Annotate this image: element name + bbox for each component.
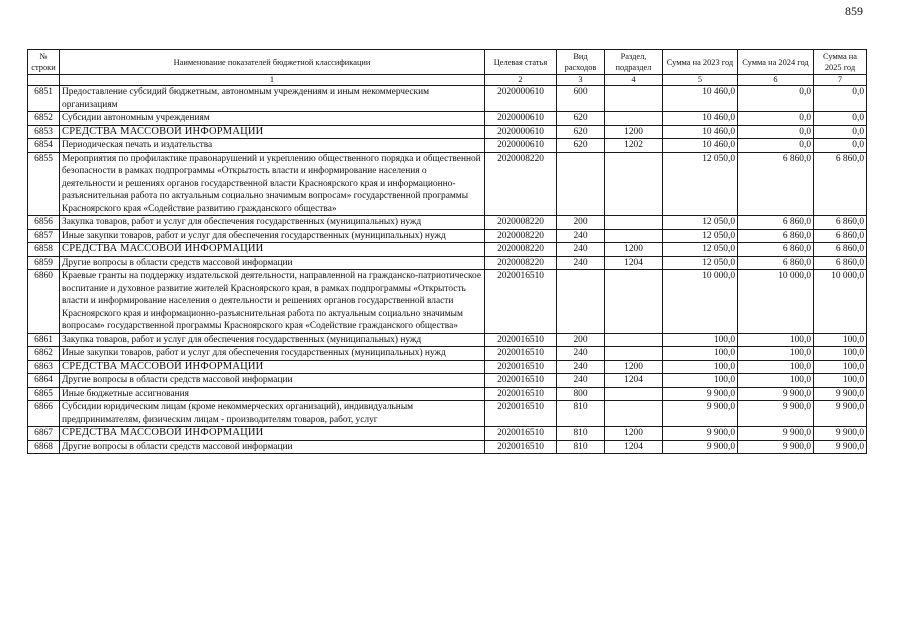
row-number: 6865 — [28, 387, 60, 401]
row-number: 6859 — [28, 256, 60, 270]
row-sum-2025: 6 860,0 — [814, 216, 867, 230]
row-number: 6864 — [28, 374, 60, 388]
row-sum-2025: 100,0 — [814, 360, 867, 374]
row-number: 6862 — [28, 347, 60, 361]
row-section — [605, 270, 663, 334]
row-name: Закупка товаров, работ и услуг для обеспечения государственных (муниципальных) нужд — [60, 333, 485, 347]
table-row — [28, 243, 867, 257]
row-name: СРЕДСТВА МАССОВОЙ ИНФОРМАЦИИ — [60, 125, 485, 139]
row-target: 2020008220 — [485, 256, 557, 270]
table-row — [28, 347, 867, 361]
row-exp-type: 810 — [557, 401, 605, 427]
row-sum-2023: 9 900,0 — [663, 387, 738, 401]
row-section: 1200 — [605, 427, 663, 441]
row-exp-type: 240 — [557, 243, 605, 257]
row-sum-2023: 10 460,0 — [663, 112, 738, 126]
row-name: Другие вопросы в области средств массовой информации — [60, 256, 485, 270]
row-sum-2024: 6 860,0 — [738, 256, 814, 270]
row-sum-2025: 6 860,0 — [814, 243, 867, 257]
row-sum-2024: 9 900,0 — [738, 427, 814, 441]
row-target: 2020016510 — [485, 333, 557, 347]
table-row — [28, 152, 867, 216]
row-sum-2024: 100,0 — [738, 347, 814, 361]
row-sum-2024: 6 860,0 — [738, 229, 814, 243]
row-number: 6860 — [28, 270, 60, 334]
row-section — [605, 86, 663, 112]
col-header-2025: Сумма на 2025 год — [814, 50, 867, 75]
row-name: Закупка товаров, работ и услуг для обеспечения государственных (муниципальных) нужд — [60, 216, 485, 230]
row-sum-2025: 0,0 — [814, 112, 867, 126]
row-target: 2020016510 — [485, 360, 557, 374]
row-sum-2024: 9 900,0 — [738, 401, 814, 427]
row-target: 2020016510 — [485, 270, 557, 334]
row-sum-2024: 9 900,0 — [738, 387, 814, 401]
row-number: 6857 — [28, 229, 60, 243]
row-target: 2020016510 — [485, 427, 557, 441]
row-name: Мероприятия по профилактике правонарушений и укреплению общественного порядка и общественной безопасности в рамках подпрограммы «Открытость власти и информирование населения о деятельности и решениях органов государственной власти Красноярского края и информационно-разъяснительная работа по актуальным социально значимым вопросам» государственной программы Красноярского края «Содействие развитию гражданского общества» — [60, 152, 485, 216]
header-row — [28, 50, 867, 75]
row-section: 1200 — [605, 360, 663, 374]
row-target: 2020000610 — [485, 86, 557, 112]
col-index: 2 — [485, 75, 557, 86]
row-exp-type: 200 — [557, 216, 605, 230]
row-sum-2023: 12 050,0 — [663, 229, 738, 243]
row-sum-2024: 0,0 — [738, 112, 814, 126]
row-name: Предоставление субсидий бюджетным, автономным учреждениям и иным некоммерческим организациям — [60, 86, 485, 112]
row-exp-type: 600 — [557, 86, 605, 112]
row-sum-2024: 6 860,0 — [738, 216, 814, 230]
col-header-2024: Сумма на 2024 год — [738, 50, 814, 75]
row-sum-2023: 100,0 — [663, 347, 738, 361]
row-section: 1204 — [605, 256, 663, 270]
row-sum-2024: 6 860,0 — [738, 243, 814, 257]
row-number: 6856 — [28, 216, 60, 230]
row-number: 6853 — [28, 125, 60, 139]
row-exp-type: 800 — [557, 387, 605, 401]
row-sum-2024: 100,0 — [738, 333, 814, 347]
row-sum-2023: 12 050,0 — [663, 243, 738, 257]
row-sum-2023: 10 460,0 — [663, 86, 738, 112]
row-name: СРЕДСТВА МАССОВОЙ ИНФОРМАЦИИ — [60, 243, 485, 257]
col-header-row-no: № строки — [28, 50, 60, 75]
row-number: 6855 — [28, 152, 60, 216]
row-section: 1200 — [605, 125, 663, 139]
row-target: 2020016510 — [485, 374, 557, 388]
table-row — [28, 333, 867, 347]
row-section — [605, 216, 663, 230]
row-section — [605, 401, 663, 427]
row-sum-2023: 12 050,0 — [663, 152, 738, 216]
row-sum-2023: 10 460,0 — [663, 139, 738, 153]
col-header-target: Целевая статья — [485, 50, 557, 75]
row-number: 6858 — [28, 243, 60, 257]
row-exp-type — [557, 152, 605, 216]
row-sum-2025: 6 860,0 — [814, 152, 867, 216]
row-name: Иные бюджетные ассигнования — [60, 387, 485, 401]
row-sum-2023: 12 050,0 — [663, 256, 738, 270]
col-header-section: Раздел, подраздел — [605, 50, 663, 75]
row-exp-type: 240 — [557, 374, 605, 388]
table-row — [28, 360, 867, 374]
row-sum-2025: 100,0 — [814, 374, 867, 388]
row-sum-2023: 9 900,0 — [663, 401, 738, 427]
row-sum-2024: 0,0 — [738, 139, 814, 153]
table-row — [28, 374, 867, 388]
row-exp-type: 200 — [557, 333, 605, 347]
row-number: 6851 — [28, 86, 60, 112]
row-target: 2020000610 — [485, 112, 557, 126]
row-name: Периодическая печать и издательства — [60, 139, 485, 153]
table-row — [28, 86, 867, 112]
row-name: СРЕДСТВА МАССОВОЙ ИНФОРМАЦИИ — [60, 427, 485, 441]
row-sum-2023: 9 900,0 — [663, 440, 738, 454]
row-name: Субсидии юридическим лицам (кроме некоммерческих организаций), индивидуальным предпринимателям, физическим лицам - производителям товаров, работ, услуг — [60, 401, 485, 427]
table-row — [28, 139, 867, 153]
row-target: 2020008220 — [485, 216, 557, 230]
row-name: Субсидии автономным учреждениям — [60, 112, 485, 126]
row-section — [605, 333, 663, 347]
row-sum-2025: 9 900,0 — [814, 440, 867, 454]
row-sum-2025: 100,0 — [814, 333, 867, 347]
row-sum-2024: 100,0 — [738, 374, 814, 388]
row-target: 2020016510 — [485, 387, 557, 401]
row-sum-2023: 9 900,0 — [663, 427, 738, 441]
col-index: 3 — [557, 75, 605, 86]
row-name: Другие вопросы в области средств массовой информации — [60, 374, 485, 388]
row-target: 2020008220 — [485, 243, 557, 257]
row-exp-type: 240 — [557, 256, 605, 270]
row-exp-type: 620 — [557, 112, 605, 126]
row-number: 6866 — [28, 401, 60, 427]
row-sum-2023: 12 050,0 — [663, 216, 738, 230]
row-section: 1204 — [605, 440, 663, 454]
row-section: 1202 — [605, 139, 663, 153]
col-header-name: Наименование показателей бюджетной классификации — [60, 50, 485, 75]
row-sum-2025: 0,0 — [814, 139, 867, 153]
row-target: 2020008220 — [485, 229, 557, 243]
row-sum-2025: 6 860,0 — [814, 256, 867, 270]
row-number: 6854 — [28, 139, 60, 153]
row-number: 6861 — [28, 333, 60, 347]
row-sum-2024: 6 860,0 — [738, 152, 814, 216]
row-number: 6867 — [28, 427, 60, 441]
table-row — [28, 256, 867, 270]
row-sum-2025: 9 900,0 — [814, 387, 867, 401]
row-exp-type: 810 — [557, 427, 605, 441]
row-name: Иные закупки товаров, работ и услуг для обеспечения государственных (муниципальных) нужд — [60, 229, 485, 243]
row-name: Иные закупки товаров, работ и услуг для обеспечения государственных (муниципальных) нужд — [60, 347, 485, 361]
row-sum-2023: 100,0 — [663, 374, 738, 388]
row-sum-2025: 0,0 — [814, 125, 867, 139]
row-number: 6868 — [28, 440, 60, 454]
budget-table — [27, 49, 867, 454]
page-number: 859 — [845, 4, 863, 18]
row-sum-2023: 100,0 — [663, 360, 738, 374]
table-row — [28, 112, 867, 126]
row-target: 2020008220 — [485, 152, 557, 216]
row-sum-2024: 0,0 — [738, 125, 814, 139]
row-name: Краевые гранты на поддержку издательской деятельности, направленной на гражданско-патриотическое воспитание и духовное развитие жителей Красноярского края, в рамках подпрограммы «Открытость власти и информирование населения о деятельности и решениях органов государственной власти Красноярского края и информационно-разъяснительная работа по актуальным социально значимым вопросам» государственной программы Красноярского края «Содействие гражданского общества» — [60, 270, 485, 334]
row-sum-2025: 9 900,0 — [814, 401, 867, 427]
col-index: 4 — [605, 75, 663, 86]
row-section — [605, 387, 663, 401]
col-index: 6 — [738, 75, 814, 86]
row-target: 2020016510 — [485, 401, 557, 427]
row-sum-2023: 100,0 — [663, 333, 738, 347]
col-header-2023: Сумма на 2023 год — [663, 50, 738, 75]
row-exp-type: 240 — [557, 360, 605, 374]
row-exp-type: 620 — [557, 125, 605, 139]
table-row — [28, 125, 867, 139]
table-row — [28, 427, 867, 441]
row-sum-2025: 9 900,0 — [814, 427, 867, 441]
row-sum-2024: 9 900,0 — [738, 440, 814, 454]
row-exp-type: 810 — [557, 440, 605, 454]
row-section: 1200 — [605, 243, 663, 257]
row-section — [605, 152, 663, 216]
row-target: 2020016510 — [485, 347, 557, 361]
row-section — [605, 347, 663, 361]
row-number: 6863 — [28, 360, 60, 374]
row-number: 6852 — [28, 112, 60, 126]
table-row — [28, 440, 867, 454]
col-index: 5 — [663, 75, 738, 86]
row-sum-2025: 6 860,0 — [814, 229, 867, 243]
row-exp-type: 240 — [557, 347, 605, 361]
row-exp-type: 240 — [557, 229, 605, 243]
row-exp-type — [557, 270, 605, 334]
row-target: 2020016510 — [485, 440, 557, 454]
row-exp-type: 620 — [557, 139, 605, 153]
table-row — [28, 229, 867, 243]
row-target: 2020000610 — [485, 139, 557, 153]
row-target: 2020000610 — [485, 125, 557, 139]
row-sum-2025: 10 000,0 — [814, 270, 867, 334]
row-sum-2025: 100,0 — [814, 347, 867, 361]
table-row — [28, 216, 867, 230]
row-section: 1204 — [605, 374, 663, 388]
row-sum-2023: 10 000,0 — [663, 270, 738, 334]
row-sum-2024: 10 000,0 — [738, 270, 814, 334]
row-sum-2025: 0,0 — [814, 86, 867, 112]
col-index — [28, 75, 60, 86]
row-sum-2023: 10 460,0 — [663, 125, 738, 139]
column-index-row — [28, 75, 867, 86]
table-row — [28, 401, 867, 427]
row-sum-2024: 100,0 — [738, 360, 814, 374]
col-index: 1 — [60, 75, 485, 86]
table-row — [28, 387, 867, 401]
row-section — [605, 112, 663, 126]
col-header-exp-type: Вид расходов — [557, 50, 605, 75]
col-index: 7 — [814, 75, 867, 86]
row-sum-2024: 0,0 — [738, 86, 814, 112]
row-section — [605, 229, 663, 243]
table-row — [28, 270, 867, 334]
row-name: СРЕДСТВА МАССОВОЙ ИНФОРМАЦИИ — [60, 360, 485, 374]
row-name: Другие вопросы в области средств массовой информации — [60, 440, 485, 454]
